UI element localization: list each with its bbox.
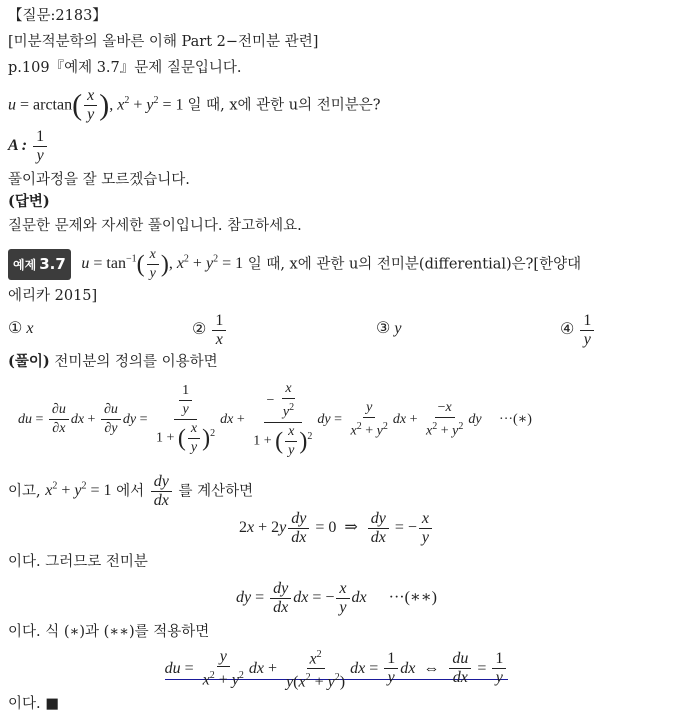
example-text: 일 때, x에 관한 u의 전미분(differential)은?[한양대 — [247, 256, 582, 273]
equation-step2: 2x + 2y $\frac{dy}{dx}$ = 0 ⇒ $\frac{dy}{dx}$ = − $\frac{x}{y}$ — [0, 510, 673, 547]
final-underline: du = $\frac{y}{x^2 + y^2}$ dx + $\frac{x^2}{y(x^2 + y^2)}$ dx = $\frac{1}{y}$ dx ⇔ $\frac{du}{dx}$ = $\frac{1}{y}$ — [165, 660, 509, 680]
given-answer: A : $\frac{1}{y}$ — [8, 128, 49, 165]
equation-step1: du = $\frac{\partial u}{\partial x}$ dx + $\frac{\partial u}{\partial y}$ dy = $\frac{1}{y}$ 1 + ( $\frac{x}{y}$ )$^2$ dx + − $\frac{x}{y^2}$ 1 + ( $\frac{x}{y}$ )$^2$ dy = $\frac{y}{x^2 + y^2}$ dx + $\frac{-x}{x^2 + y^2}$ dy ···(∗) — [18, 381, 532, 458]
step3-tag: ···(∗∗) — [388, 589, 437, 607]
choice-4: ④ $\frac{1}{y}$ — [560, 312, 596, 349]
example-source: 에리카 2015] — [8, 288, 98, 304]
equation-step3: dy = $\frac{dy}{dx}$ dx = − $\frac{x}{y}$ dx ···(∗∗) — [235, 580, 437, 616]
solution-intro: (풀이) 전미분의 정의를 이용하면 — [8, 353, 218, 370]
question-equation: u = arctan( $\frac{x}{y}$ ), $x^2 + y^2 = 1$ 일 때, x에 관한 u의 전미분은? — [8, 87, 381, 124]
example-line: 예제 3.7 $u = \tan^{-1}$( $\frac{x}{y}$ ), $x^2 + y^2 = 1$ 일 때, x에 관한 u의 전미분(differential)은?[한양대 — [8, 246, 581, 283]
answer-intro: 질문한 문제와 자세한 풀이입니다. 참고하세요. — [8, 218, 302, 234]
choice-3: ③ y — [376, 320, 402, 337]
question-category: [미분적분학의 올바른 이해 Part 2−전미분 관련] — [8, 34, 319, 50]
choice-2: ② $\frac{1}{x}$ — [192, 312, 228, 349]
choice-1: ① x — [8, 320, 34, 337]
equation-final — [0, 646, 673, 692]
final-line: 이다. ■ — [8, 696, 59, 712]
step2-line: 이고, $x^2 + y^2 = 1$ 에서 $\frac{dy}{dx}$ 를 계산하면 — [8, 473, 254, 510]
step4-line: 이다. 식 (∗)과 (∗∗)를 적용하면 — [8, 624, 210, 640]
example-badge: 예제 3.7 — [8, 249, 71, 280]
step1-tag: ···(∗) — [499, 412, 532, 428]
question-id: 【질문:2183】 — [8, 8, 107, 24]
step3-line: 이다. 그러므로 전미분 — [8, 554, 148, 570]
answer-label: (답변) — [8, 193, 50, 210]
question-reference: p.109『예제 3.7』문제 질문입니다. — [8, 60, 242, 76]
question-tail: 일 때, x에 관한 u의 전미분은? — [187, 97, 381, 114]
question-comment: 풀이과정을 잘 모르겠습니다. — [8, 172, 190, 188]
